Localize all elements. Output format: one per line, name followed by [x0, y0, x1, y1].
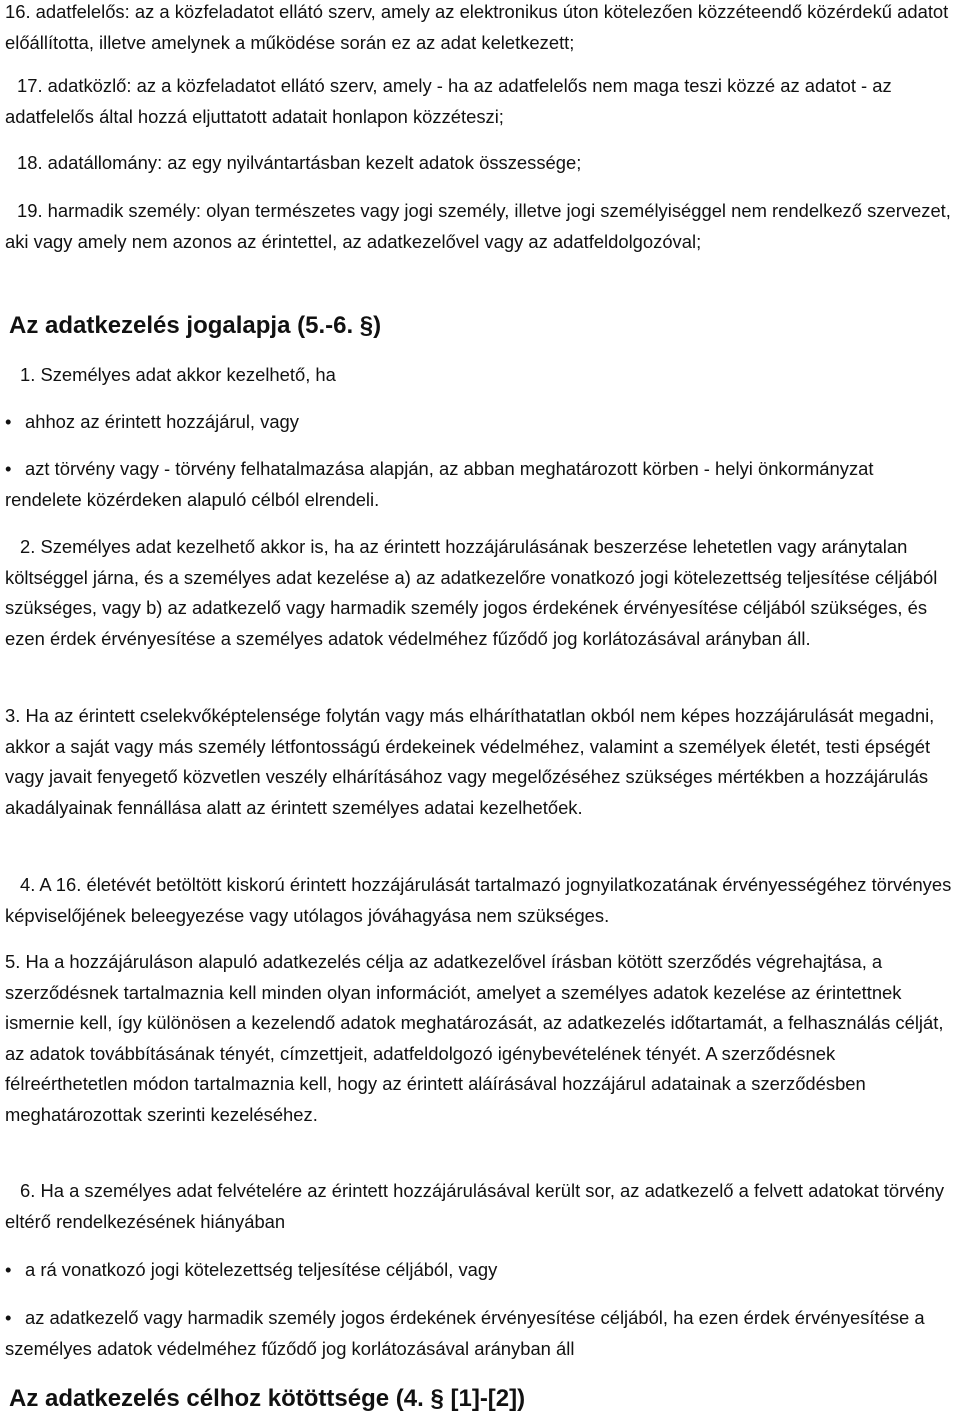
bullet-item-consent [5, 407, 955, 438]
bullet-text: a rá vonatkozó jogi kötelezettség teljesítése céljából, vagy [25, 1259, 498, 1280]
bullet-item-interest [5, 1303, 955, 1364]
bullet-icon: • [5, 1259, 12, 1280]
definition-18: 18. adatállomány: az egy nyilvántartásban kezelt adatok összessége; [17, 152, 582, 173]
item-5: 5. Ha a hozzájáruláson alapuló adatkezelés célja az adatkezelővel írásban kötött szerződés végrehajtása, a szerződésnek tartalmaznia kell minden olyan információt, amelyet a személyes adatok kezelése az érintettnek ismernie kell, így különösen a kezelendő adatok meghatározását, az adatkezelés időtartamát, a felhasználás célját, az adatok továbbításának tényét, címzettjeit, adatfeldolgozó igénybevételének tényét. A szerződésnek félreérthetetlen módon tartalmaznia kell, hogy az érintett aláírásával hozzájárul adatainak a szerződésben meghatározottak szerinti kezeléséhez. [5, 951, 944, 1125]
bullet-text: az adatkezelő vagy harmadik személy jogos érdekének érvényesítése céljából, ha ezen érdek érvényesítése a személyes adatok védelméhez fűződő jog korlátozásával arányban áll [5, 1307, 925, 1359]
definition-19: 19. harmadik személy: olyan természetes vagy jogi személy, illetve jogi személyiséggel nem rendelkező szervezet, aki vagy amely nem azonos az érintettel, az adatkezelővel vagy az adatfeldolgozóval; [5, 200, 951, 252]
item-4: 4. A 16. életévét betöltött kiskorú érintett hozzájárulását tartalmazó jognyilatkozatának érvényességéhez törvényes képviselőjének beleegyezése vagy utólagos jóváhagyása nem szükséges. [5, 874, 952, 926]
bullet-icon: • [5, 458, 12, 479]
bullet-icon: • [5, 1307, 12, 1328]
item-3: 3. Ha az érintett cselekvőképtelensége folytán vagy más elháríthatatlan okból nem képes hozzájárulását megadni, akkor a saját vagy más személy létfontosságú érdekeinek védelméhez, valamint a személyek életét, testi épségét vagy javait fenyegető közvetlen veszély elhárításához vagy megelőzéséhez szükséges mértékben a hozzájárulás akadályainak fennállása alatt az érintett személyes adatai kezelhetőek. [5, 705, 935, 818]
item-2: 2. Személyes adat kezelhető akkor is, ha az érintett hozzájárulásának beszerzése lehetetlen vagy aránytalan költséggel járna, és a személyes adat kezelése a) az adatkezelőre vonatkozó jogi kötelezettség teljesítése céljából szükséges, vagy b) az adatkezelő vagy harmadik személy jogos érdekének érvényesítése céljából szükséges, és ezen érdek érvényesítése a személyes adatok védelméhez fűződő jog korlátozásával arányban áll. [5, 536, 938, 649]
bullet-text: ahhoz az érintett hozzájárul, vagy [25, 411, 299, 432]
bullet-item-law [5, 454, 955, 515]
bullet-icon: • [5, 411, 12, 432]
item-1: 1. Személyes adat akkor kezelhető, ha [20, 364, 336, 385]
section-heading-purpose-limitation: Az adatkezelés célhoz kötöttsége (4. § [1]-[2]) [9, 1385, 526, 1412]
item-6: 6. Ha a személyes adat felvételére az érintett hozzájárulásával került sor, az adatkezelő a felvett adatokat törvény eltérő rendelkezésének hiányában [5, 1180, 945, 1232]
bullet-text: azt törvény vagy - törvény felhatalmazása alapján, az abban meghatározott körben - helyi önkormányzat rendelete közérdeken alapuló célból elrendeli. [5, 458, 874, 510]
definition-17: 17. adatközlő: az a közfeladatot ellátó szerv, amely - ha az adatfelelős nem maga teszi közzé az adatot - az adatfelelős által hozzá eljuttatott adatait honlapon közzéteszi; [5, 75, 892, 127]
definition-16: 16. adatfelelős: az a közfeladatot ellátó szerv, amely az elektronikus úton kötelezően közzéteendő közérdekű adatot előállította, illetve amelynek a működése során ez az adat keletkezett; [5, 1, 949, 53]
section-heading-legal-basis: Az adatkezelés jogalapja (5.-6. §) [9, 312, 382, 339]
bullet-item-obligation [5, 1255, 955, 1286]
